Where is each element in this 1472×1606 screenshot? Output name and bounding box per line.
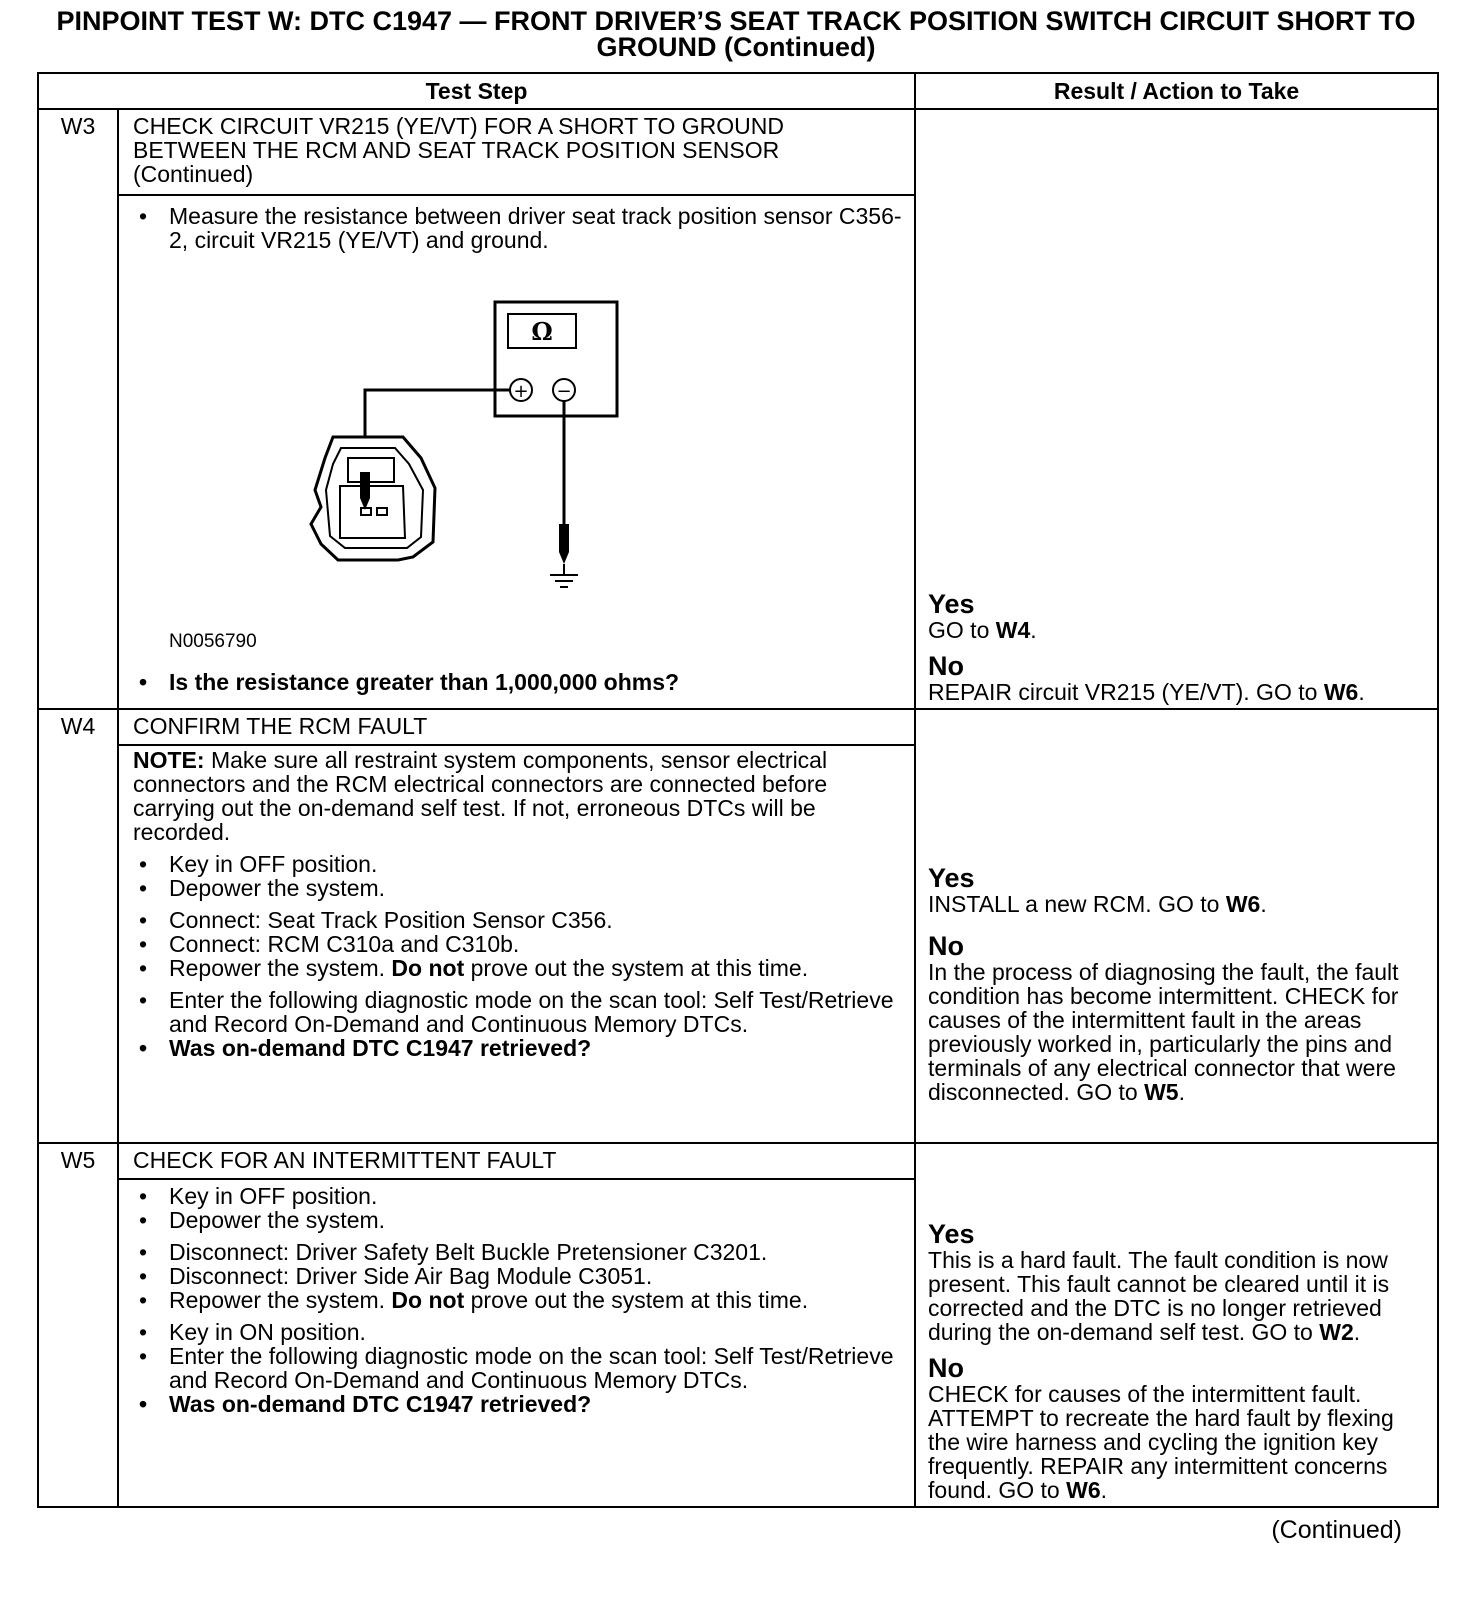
result-w4 [915, 709, 1438, 1143]
step-id-w4: W4 [38, 709, 118, 1143]
step-id-w5: W5 [38, 1143, 118, 1507]
w4-bullet-key-off: • Key in OFF position. [133, 852, 902, 876]
w5-no-label: No [928, 1353, 965, 1383]
negative-probe-tip [559, 524, 569, 564]
ground-symbol-icon [550, 564, 578, 587]
step-body-w5 [118, 1179, 915, 1507]
w3-no-ref: W6 [1323, 679, 1359, 705]
result-w3 [915, 109, 1438, 709]
step-body-w4 [118, 745, 915, 1143]
w4-question: • Was on-demand DTC C1947 retrieved? [133, 1036, 902, 1060]
minus-sign: − [556, 381, 572, 402]
w5-bullet-depower: • Depower the system. [133, 1208, 902, 1232]
step-title-w5: CHECK FOR AN INTERMITTENT FAULT [118, 1143, 915, 1179]
step-body-w3 [118, 195, 915, 709]
w4-bullet-connect-sensor: • Connect: Seat Track Position Sensor C356. [133, 908, 902, 932]
plus-sign: + [513, 381, 529, 402]
w4-no-text: In the process of diagnosing the fault, the fault condition has become intermittent. CHECK for causes of the intermittent fault in the areas previously worked in, particularly the pins and terminals of any electrical connector that were disconnected. GO to W5. [928, 959, 1399, 1105]
step-w4-title-row [38, 709, 1438, 745]
w3-no-label: No [928, 651, 965, 681]
step-title-w3: CHECK CIRCUIT VR215 (YE/VT) FOR A SHORT TO GROUND BETWEEN THE RCM AND SEAT TRACK POSITION SENSOR (Continued) [118, 109, 915, 195]
w4-yes-text: INSTALL a new RCM. GO to W6. [928, 891, 1267, 917]
w4-yes-label: Yes [928, 863, 975, 893]
w4-bullet-repower: • Repower the system. Do not prove out the system at this time. [133, 956, 902, 980]
step-title-w4: CONFIRM THE RCM FAULT [118, 709, 915, 745]
step-id-w3: W3 [38, 109, 118, 709]
w5-bullet-disconnect-airbag: • Disconnect: Driver Side Air Bag Module C3051. [133, 1264, 902, 1288]
ohmmeter-figure [133, 252, 853, 662]
w4-no-ref: W5 [1144, 1079, 1179, 1105]
w5-bullet-diagnostic-mode: • Enter the following diagnostic mode on the scan tool: Self Test/Retrieve and Record On-Demand and Continuous Memory DTCs. [133, 1344, 902, 1392]
w3-yes-label: Yes [928, 589, 975, 619]
w5-yes-ref: W2 [1319, 1319, 1354, 1345]
w4-bullet-diagnostic-mode: • Enter the following diagnostic mode on the scan tool: Self Test/Retrieve and Record On-Demand and Continuous Memory DTCs. [133, 988, 902, 1036]
header-result: Result / Action to Take [915, 73, 1438, 109]
w4-note-label: NOTE: [133, 747, 205, 773]
figure-id: N0056790 [169, 631, 257, 652]
w3-bullet-measure: • Measure the resistance between driver seat track position sensor C356-2, circuit VR215 (YE/VT) and ground. [133, 204, 902, 252]
w4-yes-ref: W6 [1225, 891, 1261, 917]
w3-no-text: REPAIR circuit VR215 (YE/VT). GO to W6. [928, 679, 1365, 705]
ohm-symbol: Ω [531, 317, 553, 346]
w5-bullet-key-off: • Key in OFF position. [133, 1184, 902, 1208]
w3-yes-ref: W4 [995, 617, 1031, 643]
w5-bullet-key-on: • Key in ON position. [133, 1320, 902, 1344]
result-w5 [915, 1143, 1438, 1507]
header-test-step: Test Step [38, 73, 915, 109]
w3-yes-text: GO to W4. [928, 617, 1037, 643]
pinpoint-test-table [37, 72, 1439, 1508]
w4-no-label: No [928, 931, 965, 961]
continued-label: (Continued) [1271, 1516, 1402, 1544]
w5-bullet-repower: • Repower the system. Do not prove out the system at this time. [133, 1288, 902, 1312]
table-header-row [38, 73, 1438, 109]
w4-note: NOTE: Make sure all restraint system components, sensor electrical connectors and the RCM electrical connectors are connected before carrying out the on-demand self test. If not, erroneous DTCs will be recorded. [133, 747, 828, 845]
w4-bullet-depower: • Depower the system. [133, 876, 902, 900]
w5-yes-label: Yes [928, 1219, 975, 1249]
step-w5-title-row [38, 1143, 1438, 1179]
w5-no-text: CHECK for causes of the intermittent fault. ATTEMPT to recreate the hard fault by flexing the wire harness and cycling the ignition key frequently. REPAIR any intermittent concerns found. GO to W6. [928, 1381, 1394, 1503]
step-w3-title-row [38, 109, 1438, 195]
w5-no-ref: W6 [1066, 1477, 1101, 1503]
w5-question: • Was on-demand DTC C1947 retrieved? [133, 1392, 902, 1416]
page-title: PINPOINT TEST W: DTC C1947 — FRONT DRIVER’S SEAT TRACK POSITION SWITCH CIRCUIT SHORT TO GROUND (Continued) [56, 6, 1416, 62]
ohmmeter-diagram [133, 252, 853, 662]
w3-question: • Is the resistance greater than 1,000,000 ohms? [133, 670, 902, 694]
w5-yes-text: This is a hard fault. The fault condition is now present. This fault cannot be cleared until it is corrected and the DTC is no longer retrieved during the on-demand self test. GO to W2. [928, 1247, 1390, 1345]
w4-bullet-connect-rcm: • Connect: RCM C310a and C310b. [133, 932, 902, 956]
w5-bullet-disconnect-pretensioner: • Disconnect: Driver Safety Belt Buckle Pretensioner C3201. [133, 1240, 902, 1264]
